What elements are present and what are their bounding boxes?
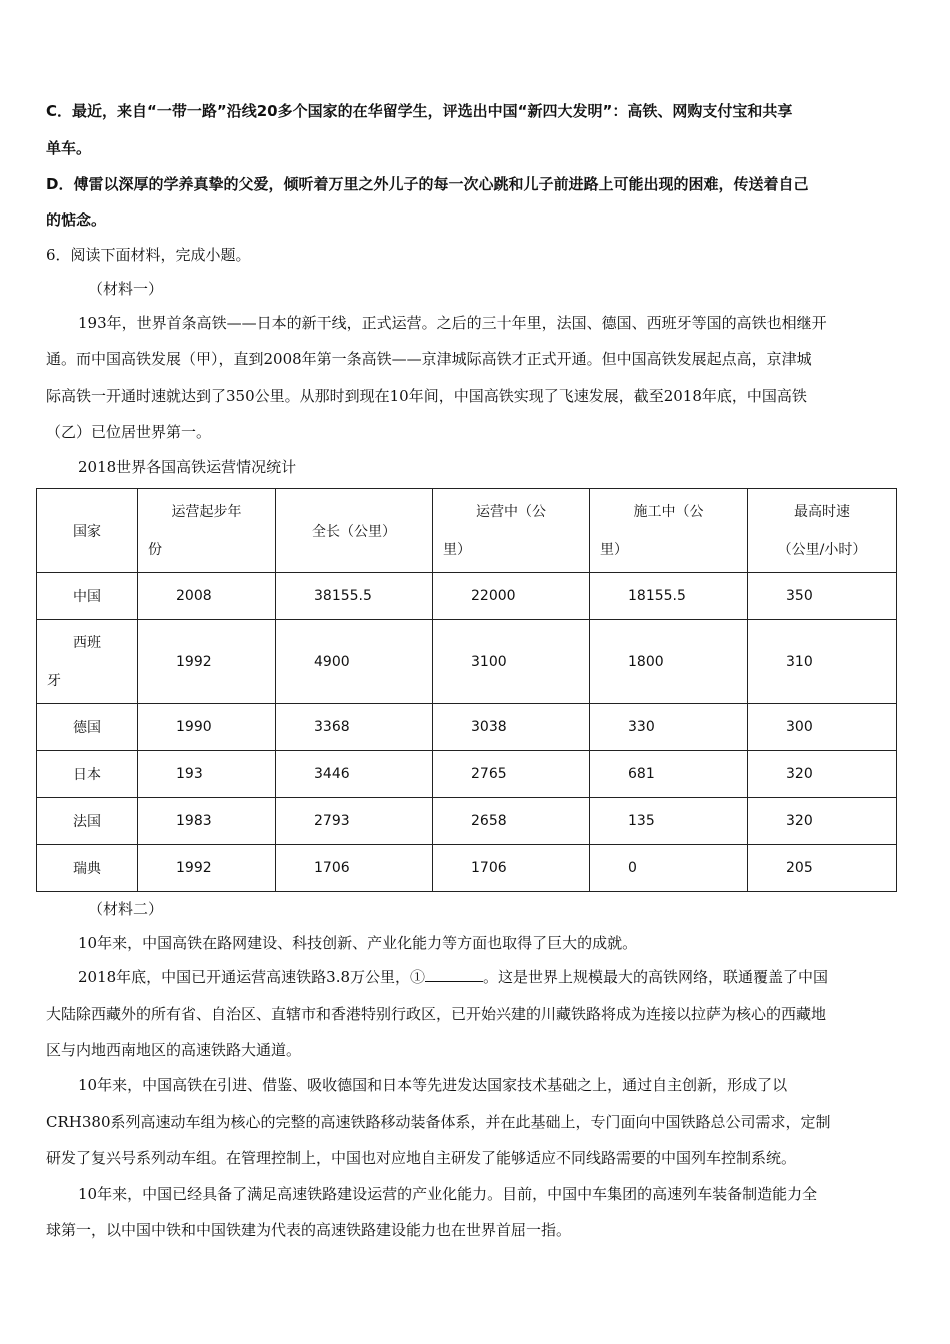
header-length: 全长（公里） (276, 489, 433, 573)
material1-line1: 193年，世界首条高铁——日本的新干线，正式运营。之后的三十年里，法国、德国、西班牙等国的高铁也相继开 (78, 314, 827, 332)
option-d-line1: D．傅雷以深厚的学养真挚的父爱，倾听着万里之外儿子的每一次心跳和儿子前进路上可能出现的困难，传送着自己 (46, 175, 809, 193)
cell-speed: 350 (748, 573, 897, 620)
table-row (37, 845, 897, 892)
table-row (37, 798, 897, 845)
cell-year: 1983 (138, 798, 276, 845)
cell-country: 西班 牙 (37, 620, 138, 704)
material2-p2-line2: 大陆除西藏外的所有省、自治区、直辖市和香港特别行政区，已开始兴建的川藏铁路将成为连接以拉萨为核心的西藏地 (46, 1005, 827, 1023)
cell-construction: 18155.5 (590, 573, 748, 620)
cell-speed: 320 (748, 798, 897, 845)
option-c-line1: C．最近，来自“一带一路”沿线20多个国家的在华留学生，评选出中国“新四大发明”：高铁、网购支付宝和共享 (46, 102, 793, 120)
cell-speed: 310 (748, 620, 897, 704)
cell-year: 1990 (138, 704, 276, 751)
hsr-stats-table (36, 488, 897, 892)
cell-country: 德国 (37, 704, 138, 751)
material1-line2: 通。而中国高铁发展（甲），直到2008年第一条高铁——京津城际高铁才正式开通。但中国高铁发展起点高，京津城 (46, 350, 812, 368)
cell-year: 1992 (138, 845, 276, 892)
cell-operating: 22000 (433, 573, 590, 620)
cell-speed: 300 (748, 704, 897, 751)
table-row (37, 573, 897, 620)
cell-length: 4900 (276, 620, 433, 704)
table-row (37, 751, 897, 798)
cell-operating: 3038 (433, 704, 590, 751)
material1-line4: （乙）已位居世界第一。 (46, 423, 212, 441)
material2-heading: （材料二） (88, 900, 164, 918)
cell-year: 2008 (138, 573, 276, 620)
material2-p4-line1: 10年来，中国已经具备了满足高速铁路建设运营的产业化能力。目前，中国中车集团的高速列车装备制造能力全 (78, 1185, 818, 1203)
material1-line3: 际高铁一开通时速就达到了350公里。从那时到现在10年间，中国高铁实现了飞速发展，截至2018年底，中国高铁 (46, 387, 807, 405)
cell-operating: 2658 (433, 798, 590, 845)
header-construction: 施工中（公 里） (590, 489, 748, 573)
cell-length: 2793 (276, 798, 433, 845)
cell-length: 1706 (276, 845, 433, 892)
cell-length: 38155.5 (276, 573, 433, 620)
material2-p2-line3: 区与内地西南地区的高速铁路大通道。 (46, 1041, 302, 1059)
header-max-speed: 最高时速 （公里/小时） (748, 489, 897, 573)
cell-speed: 205 (748, 845, 897, 892)
cell-construction: 681 (590, 751, 748, 798)
material2-p2-line1: 2018年底，中国已开通运营高速铁路3.8万公里，① 。这是世界上规模最大的高铁网络，联通覆盖了中国 (78, 968, 829, 986)
cell-operating: 2765 (433, 751, 590, 798)
header-country: 国家 (37, 489, 138, 573)
cell-year: 193 (138, 751, 276, 798)
cell-year: 1992 (138, 620, 276, 704)
cell-construction: 0 (590, 845, 748, 892)
table-row (37, 620, 897, 704)
option-d-line2: 的惦念。 (46, 211, 107, 229)
header-operating: 运营中（公 里） (433, 489, 590, 573)
cell-construction: 330 (590, 704, 748, 751)
material2-p3-line2: CRH380系列高速动车组为核心的完整的高速铁路移动装备体系，并在此基础上，专门面向中国铁路总公司需求，定制 (46, 1113, 831, 1131)
material2-p4-line2: 球第一，以中国中铁和中国铁建为代表的高速铁路建设能力也在世界首屈一指。 (46, 1221, 572, 1239)
cell-construction: 1800 (590, 620, 748, 704)
cell-length: 3368 (276, 704, 433, 751)
cell-speed: 320 (748, 751, 897, 798)
question-prompt: 6．阅读下面材料，完成小题。 (46, 246, 251, 264)
material2-p1: 10年来，中国高铁在路网建设、科技创新、产业化能力等方面也取得了巨大的成就。 (78, 934, 638, 952)
table-row (37, 704, 897, 751)
cell-length: 3446 (276, 751, 433, 798)
material2-p3-line1: 10年来，中国高铁在引进、借鉴、吸收德国和日本等先进发达国家技术基础之上，通过自主创新，形成了以 (78, 1076, 788, 1094)
cell-country: 瑞典 (37, 845, 138, 892)
cell-construction: 135 (590, 798, 748, 845)
material2-p3-line3: 研发了复兴号系列动车组。在管理控制上，中国也对应地自主研发了能够适应不同线路需要的中国列车控制系统。 (46, 1149, 797, 1167)
header-start-year: 运营起步年 份 (138, 489, 276, 573)
cell-operating: 1706 (433, 845, 590, 892)
cell-country: 日本 (37, 751, 138, 798)
fill-in-blank[interactable]: ① (410, 968, 483, 986)
cell-country: 法国 (37, 798, 138, 845)
cell-country: 中国 (37, 573, 138, 620)
cell-operating: 3100 (433, 620, 590, 704)
option-c-line2: 单车。 (46, 139, 92, 157)
table-caption: 2018世界各国高铁运营情况统计 (78, 458, 297, 476)
table-header-row (37, 489, 897, 573)
material1-heading: （材料一） (88, 280, 164, 298)
